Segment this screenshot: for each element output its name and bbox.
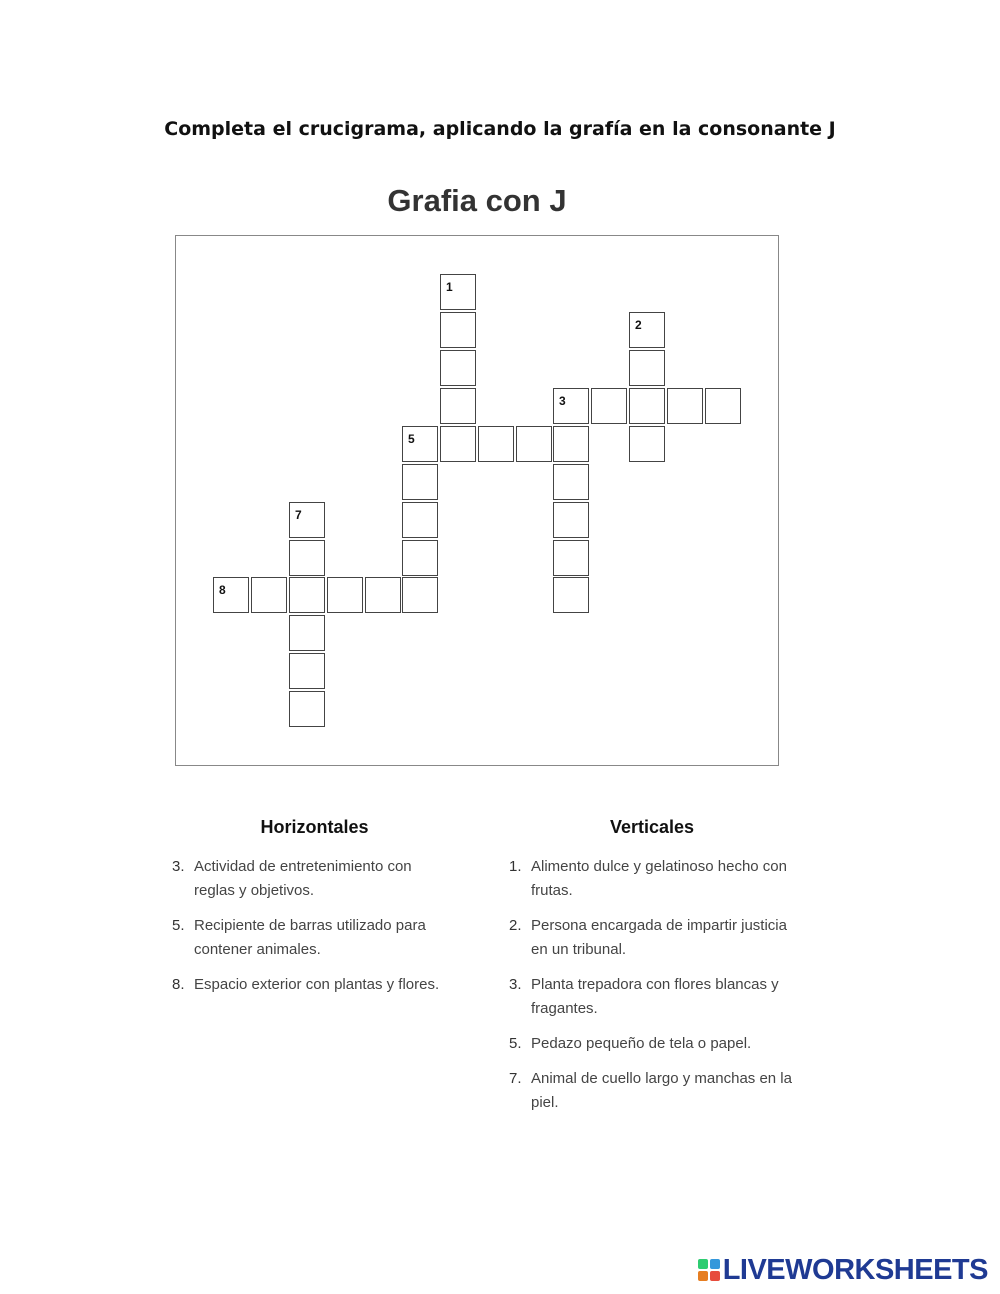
clue-item-text: Planta trepadora con flores blancas y fragantes. [531, 976, 779, 1017]
logo-mark-icon [698, 1259, 720, 1281]
clue-item [509, 1032, 799, 1056]
clue-item-number: 5. [509, 1035, 522, 1052]
crossword-cell[interactable] [402, 502, 438, 538]
clue-item-number: 3. [172, 858, 185, 875]
crossword-cell[interactable] [365, 577, 401, 613]
clue-item [172, 973, 462, 997]
clue-item-number: 8. [172, 976, 185, 993]
crossword-cell[interactable] [213, 577, 249, 613]
clue-item [172, 855, 462, 903]
crossword-cell[interactable] [289, 577, 325, 613]
crossword-cell[interactable] [440, 274, 476, 310]
crossword-cell[interactable] [440, 426, 476, 462]
crossword-cell[interactable] [553, 577, 589, 613]
clue-item [172, 914, 462, 962]
crossword-cell[interactable] [289, 615, 325, 651]
clue-item [509, 1067, 799, 1115]
logo-square-icon [698, 1259, 708, 1269]
crossword-cell[interactable] [667, 388, 703, 424]
crossword-cell[interactable] [516, 426, 552, 462]
clue-number: 2 [635, 318, 642, 332]
clue-item-text: Actividad de entretenimiento con reglas y objetivos. [194, 858, 412, 899]
vertical-clues [509, 817, 799, 1126]
clue-item [509, 973, 799, 1021]
crossword-cell[interactable] [289, 691, 325, 727]
crossword-cell[interactable] [289, 502, 325, 538]
liveworksheets-logo[interactable] [698, 1253, 988, 1287]
clue-item-text: Pedazo pequeño de tela o papel. [531, 1035, 752, 1052]
clue-item-text: Alimento dulce y gelatinoso hecho con frutas. [531, 858, 787, 899]
crossword-frame [175, 235, 779, 766]
clue-item [509, 914, 799, 962]
logo-square-icon [698, 1271, 708, 1281]
crossword-cell[interactable] [591, 388, 627, 424]
clue-item-number: 7. [509, 1070, 522, 1087]
crossword-cell[interactable] [705, 388, 741, 424]
crossword-cell[interactable] [629, 312, 665, 348]
clue-number: 8 [219, 583, 226, 597]
puzzle-title: Grafia con J [387, 183, 567, 218]
vertical-clues-heading: Verticales [609, 817, 695, 837]
crossword-cell[interactable] [327, 577, 363, 613]
logo-text: LIVEWORKSHEETS [722, 1253, 988, 1286]
clue-item-text: Recipiente de barras utilizado para contener animales. [194, 917, 426, 958]
crossword-cell[interactable] [478, 426, 514, 462]
crossword-cell[interactable] [553, 388, 589, 424]
clue-item [509, 855, 799, 903]
horizontal-clues [172, 817, 462, 1008]
crossword-cell[interactable] [553, 502, 589, 538]
crossword-cell[interactable] [440, 312, 476, 348]
crossword-cell[interactable] [402, 540, 438, 576]
logo-square-icon [710, 1259, 720, 1269]
page-instruction: Completa el crucigrama, aplicando la grafía en la consonante J [164, 118, 836, 140]
crossword-cell[interactable] [553, 426, 589, 462]
clue-item-text: Animal de cuello largo y manchas en la piel. [531, 1070, 792, 1111]
crossword-cell[interactable] [629, 426, 665, 462]
crossword-cell[interactable] [289, 540, 325, 576]
clue-item-number: 1. [509, 858, 522, 875]
crossword-cell[interactable] [289, 653, 325, 689]
clue-item-text: Espacio exterior con plantas y flores. [194, 976, 440, 993]
crossword-cell[interactable] [402, 577, 438, 613]
crossword-cell[interactable] [553, 540, 589, 576]
crossword-cell[interactable] [402, 426, 438, 462]
crossword-cell[interactable] [553, 464, 589, 500]
crossword-cell[interactable] [440, 350, 476, 386]
logo-square-icon [710, 1271, 720, 1281]
clue-number: 5 [408, 432, 415, 446]
crossword-cell[interactable] [402, 464, 438, 500]
clue-number: 3 [559, 394, 566, 408]
crossword-cell[interactable] [440, 388, 476, 424]
crossword-cell[interactable] [629, 388, 665, 424]
clue-item-number: 3. [509, 976, 522, 993]
horizontal-clues-heading: Horizontales [260, 817, 369, 837]
clue-item-number: 2. [509, 917, 522, 934]
clue-item-number: 5. [172, 917, 185, 934]
crossword-cell[interactable] [629, 350, 665, 386]
crossword-cell[interactable] [251, 577, 287, 613]
clue-number: 7 [295, 508, 302, 522]
clue-item-text: Persona encargada de impartir justicia en un tribunal. [531, 917, 787, 958]
clue-number: 1 [446, 280, 453, 294]
